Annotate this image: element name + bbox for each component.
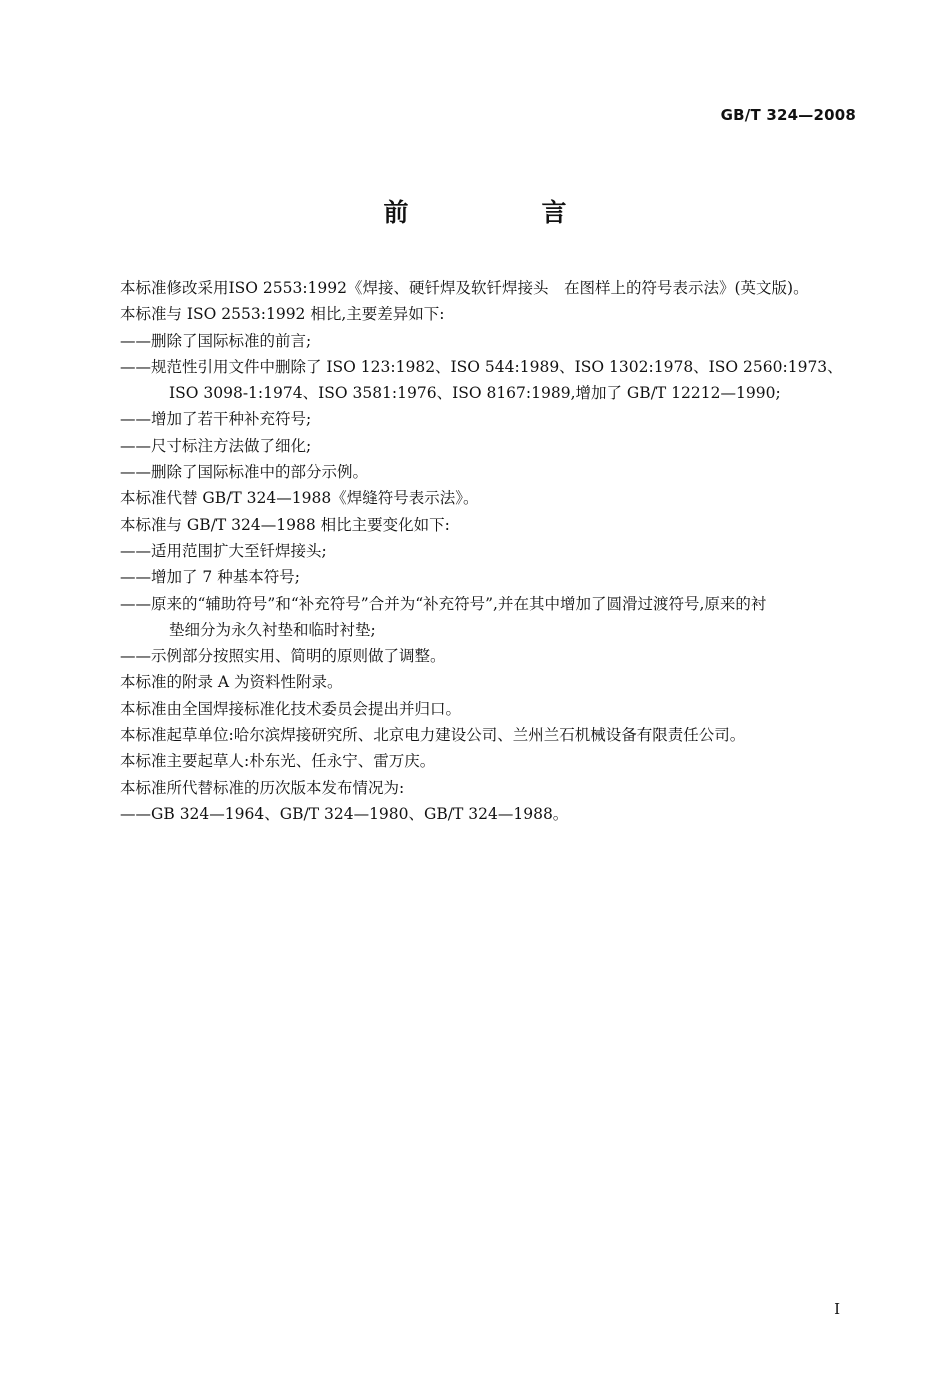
- standard-code: GB/T 324—2008: [720, 106, 856, 124]
- foreword-body: [120, 275, 862, 827]
- list-item: ——GB 324—1964、GB/T 324—1980、GB/T 324—1988。: [120, 804, 569, 823]
- page-title: 前 言: [383, 198, 621, 227]
- list-item: ——删除了国际标准的前言;: [120, 331, 312, 350]
- list-item-continuation: 垫细分为永久衬垫和临时衬垫;: [169, 620, 376, 639]
- paragraph-line: 本标准起草单位:哈尔滨焊接研究所、北京电力建设公司、兰州兰石机械设备有限责任公司。: [120, 726, 746, 745]
- page-number: I: [834, 1300, 840, 1318]
- paragraph-line: 本标准主要起草人:朴东光、任永宁、雷万庆。: [120, 752, 436, 771]
- paragraph-line: 本标准所代替标准的历次版本发布情况为:: [120, 778, 405, 797]
- paragraph-line: 本标准代替 GB/T 324—1988《焊缝符号表示法》。: [120, 489, 479, 508]
- paragraph-line: 本标准与 ISO 2553:1992 相比,主要差异如下:: [120, 305, 445, 324]
- paragraph-line: 本标准修改采用ISO 2553:1992《焊接、硬钎焊及软钎焊接头 在图样上的符号表示法》(英文版)。: [120, 279, 809, 297]
- paragraph-line: 本标准由全国焊接标准化技术委员会提出并归口。: [120, 699, 462, 718]
- list-item: ——规范性引用文件中删除了 ISO 123:1982、ISO 544:1989、ISO 1302:1978、ISO 2560:1973、: [120, 357, 843, 376]
- list-item: ——删除了国际标准中的部分示例。: [120, 463, 369, 482]
- list-item: ——示例部分按照实用、简明的原则做了调整。: [120, 647, 446, 666]
- list-item-continuation: ISO 3098-1:1974、ISO 3581:1976、ISO 8167:1989,增加了 GB/T 12212—1990;: [169, 384, 781, 403]
- list-item: ——尺寸标注方法做了细化;: [120, 436, 312, 455]
- list-item: ——原来的“辅助符号”和“补充符号”合并为“补充符号”,并在其中增加了圆滑过渡符号,原来的衬: [120, 594, 767, 613]
- list-item: ——适用范围扩大至钎焊接头;: [120, 541, 327, 560]
- list-item: ——增加了若干种补充符号;: [120, 410, 312, 429]
- list-item: ——增加了 7 种基本符号;: [120, 568, 300, 587]
- paragraph-line: 本标准与 GB/T 324—1988 相比主要变化如下:: [120, 515, 450, 534]
- paragraph-line: 本标准的附录 A 为资料性附录。: [120, 673, 343, 692]
